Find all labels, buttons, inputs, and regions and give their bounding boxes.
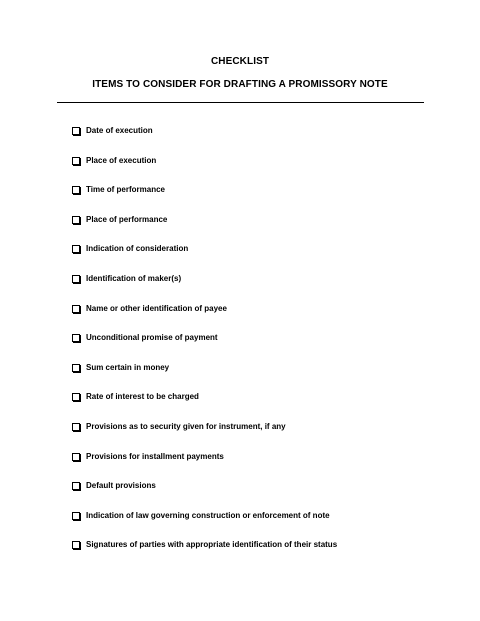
checklist-item xyxy=(72,126,337,156)
checklist-item-label: Sum certain in money xyxy=(86,362,170,372)
document-heading: CHECKLIST xyxy=(210,56,270,67)
checklist-item-label: Time of performance xyxy=(86,185,165,195)
checklist-item xyxy=(72,392,337,422)
checklist-item xyxy=(72,304,337,334)
checklist-item xyxy=(72,185,337,215)
checklist-item-label: Name or other identification of payee xyxy=(86,303,227,313)
checklist-item-label: Date of execution xyxy=(86,126,153,135)
checklist-item-label: Default provisions xyxy=(86,481,156,491)
checklist-item-label: Indication of consideration xyxy=(86,244,189,254)
checklist-item xyxy=(72,422,337,452)
checklist-item-label: Provisions as to security given for instrument, if any xyxy=(86,421,286,431)
checklist-item xyxy=(72,540,337,570)
checklist xyxy=(72,126,337,570)
checkbox-icon[interactable] xyxy=(72,364,80,372)
checklist-item xyxy=(72,156,337,186)
checklist-item-label: Identification of maker(s) xyxy=(86,273,182,283)
checkbox-icon[interactable] xyxy=(72,245,80,253)
checklist-item xyxy=(72,511,337,541)
checkbox-icon[interactable] xyxy=(72,482,80,490)
checkbox-icon[interactable] xyxy=(72,157,80,165)
checkbox-icon[interactable] xyxy=(72,541,80,549)
checklist-item xyxy=(72,333,337,363)
checklist-item-label: Provisions for installment payments xyxy=(86,451,224,461)
checklist-item xyxy=(72,452,337,482)
checklist-item xyxy=(72,274,337,304)
checklist-item-label: Place of performance xyxy=(86,214,168,224)
checkbox-icon[interactable] xyxy=(72,275,80,283)
document-subheading: ITEMS TO CONSIDER FOR DRAFTING A PROMISSORY NOTE xyxy=(92,79,388,90)
checkbox-icon[interactable] xyxy=(72,216,80,224)
checklist-item-label: Signatures of parties with appropriate identification of their status xyxy=(86,540,338,550)
checklist-item xyxy=(72,244,337,274)
checkbox-icon[interactable] xyxy=(72,305,80,313)
checkbox-icon[interactable] xyxy=(72,512,80,520)
horizontal-rule xyxy=(57,102,424,103)
checklist-item-label: Indication of law governing construction or enforcement of note xyxy=(86,510,330,520)
checklist-item xyxy=(72,215,337,245)
checkbox-icon[interactable] xyxy=(72,453,80,461)
checklist-item xyxy=(72,481,337,511)
checklist-item xyxy=(72,363,337,393)
checkbox-icon[interactable] xyxy=(72,423,80,431)
checkbox-icon[interactable] xyxy=(72,127,80,135)
checkbox-icon[interactable] xyxy=(72,334,80,342)
checklist-item-label: Unconditional promise of payment xyxy=(86,333,218,343)
checklist-item-label: Place of execution xyxy=(86,155,157,165)
checkbox-icon[interactable] xyxy=(72,393,80,401)
checklist-item-label: Rate of interest to be charged xyxy=(86,392,199,402)
checkbox-icon[interactable] xyxy=(72,186,80,194)
